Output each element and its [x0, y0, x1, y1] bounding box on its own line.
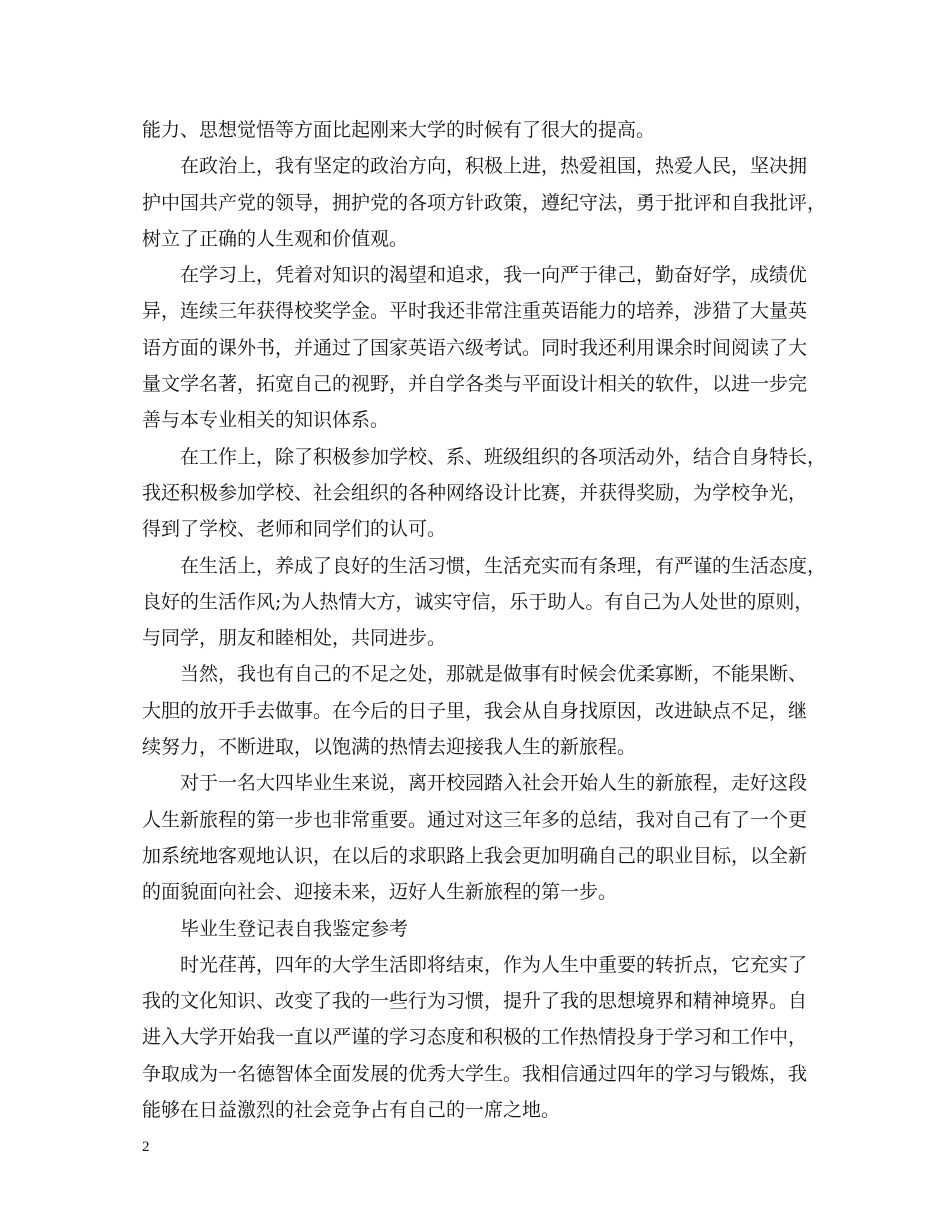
text-line: 良好的生活作风;为人热情大方，诚实守信，乐于助人。有自己为人处世的原则，	[142, 590, 814, 613]
text-line: 能够在日益激烈的社会竞争占有自己的一席之地。	[142, 1099, 561, 1122]
text-line: 我的文化知识、改变了我的一些行为习惯，提升了我的思想境界和精神境界。自	[142, 990, 808, 1013]
document-body	[142, 112, 832, 1128]
text-line: 进入大学开始我一直以严谨的学习态度和积极的工作热情投身于学习和工作中，	[142, 1026, 808, 1049]
text-line: 当然，我也有自己的不足之处，那就是做事有时候会优柔寡断，不能果断、	[180, 663, 808, 686]
text-line: 量文学名著，拓宽自己的视野，并自学各类与平面设计相关的软件，以进一步完	[142, 373, 808, 396]
text-line: 大胆的放开手去做事。在今后的日子里，我会从自身找原因，改进缺点不足，继	[142, 699, 808, 722]
text-line: 人生新旅程的第一步也非常重要。通过对这三年多的总结，我对自己有了一个更	[142, 808, 808, 831]
text-line: 时光荏苒，四年的大学生活即将结束，作为人生中重要的转折点，它充实了	[180, 953, 808, 976]
text-line: 加系统地客观地认识，在以后的求职路上我会更加明确自己的职业目标，以全新	[142, 844, 808, 867]
text-line: 异，连续三年获得校奖学金。平时我还非常注重英语能力的培养，涉猎了大量英	[142, 300, 808, 323]
text-line: 与同学，朋友和睦相处，共同进步。	[142, 627, 447, 650]
text-line: 树立了正确的人生观和价值观。	[142, 227, 409, 250]
text-line: 续努力，不断进取，以饱满的热情去迎接我人生的新旅程。	[142, 736, 637, 759]
text-line: 对于一名大四毕业生来说，离开校园踏入社会开始人生的新旅程，走好这段	[180, 772, 808, 795]
page-number: 2	[142, 1139, 150, 1155]
text-line: 善与本专业相关的知识体系。	[142, 409, 390, 432]
text-line: 在学习上，凭着对知识的渴望和追求，我一向严于律己，勤奋好学，成绩优	[180, 264, 808, 287]
text-line: 的面貌面向社会、迎接未来，迈好人生新旅程的第一步。	[142, 881, 618, 904]
text-line: 争取成为一名德智体全面发展的优秀大学生。我相信通过四年的学习与锻炼，我	[142, 1062, 808, 1085]
text-line: 我还积极参加学校、社会组织的各种网络设计比赛，并获得奖励，为学校争光，	[142, 481, 808, 504]
text-line: 在政治上，我有坚定的政治方向，积极上进，热爱祖国，热爱人民，坚决拥	[180, 155, 808, 178]
text-line: 得到了学校、老师和同学们的认可。	[142, 518, 447, 541]
text-line: 能力、思想觉悟等方面比起刚来大学的时候有了很大的提高。	[142, 119, 656, 141]
text-line: 护中国共产党的领导，拥护党的各项方针政策，遵纪守法，勇于批评和自我批评，	[142, 191, 827, 214]
section-heading: 毕业生登记表自我鉴定参考	[180, 917, 409, 940]
text-line: 在工作上，除了积极参加学校、系、班级组织的各项活动外，结合自身特长，	[180, 445, 827, 468]
text-line: 语方面的课外书，并通过了国家英语六级考试。同时我还利用课余时间阅读了大	[142, 336, 808, 359]
text-line: 在生活上，养成了良好的生活习惯，生活充实而有条理，有严谨的生活态度，	[180, 554, 827, 577]
